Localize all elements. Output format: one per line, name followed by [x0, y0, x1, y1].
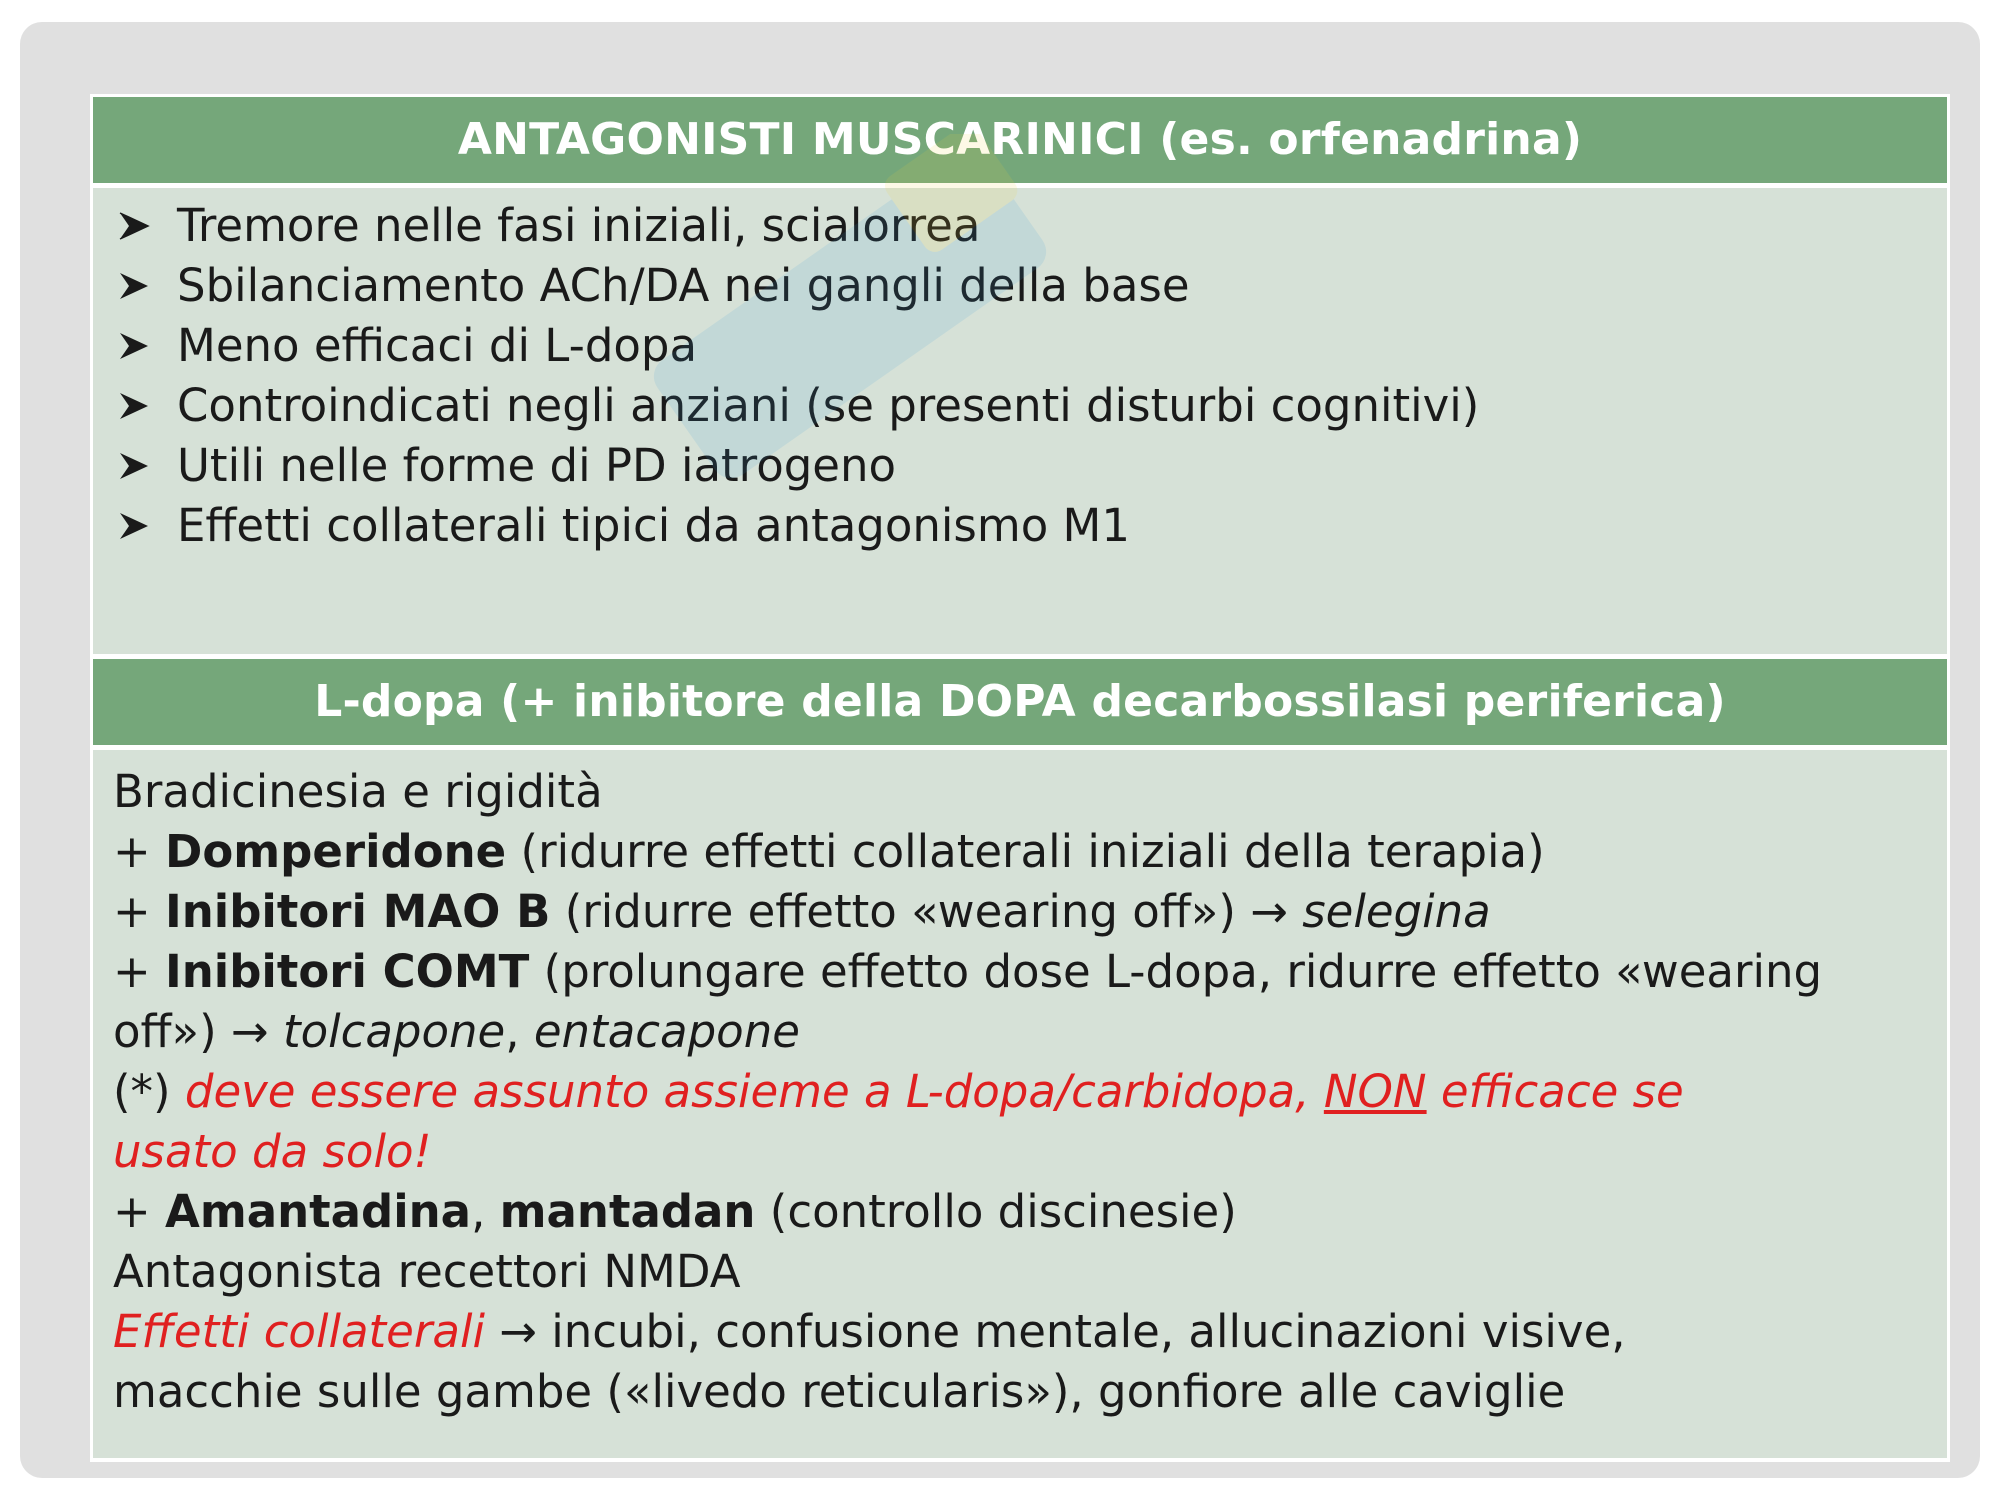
drug-name: Domperidone: [165, 825, 507, 878]
section2-header: L-dopa (+ inibitore della DOPA decarbossilasi periferica): [93, 659, 1947, 745]
note-line-cont: [113, 1122, 1933, 1182]
description: (ridurre effetto «wearing off») →: [550, 885, 1303, 938]
amantadina-line: [113, 1182, 1933, 1242]
warning-text: deve essere assunto assieme a L-dopa/carbidopa,: [184, 1065, 1324, 1118]
bullet-item: [117, 196, 1947, 256]
separator: ,: [471, 1185, 500, 1238]
drug-name: Amantadina: [165, 1185, 472, 1238]
section2-text: [93, 750, 1933, 1422]
domperidone-line: [113, 822, 1933, 882]
description: (prolungare effetto dose L-dopa, ridurre effetto «wearing: [529, 945, 1823, 998]
prefix: +: [113, 1185, 166, 1238]
warning-emphasis: NON: [1323, 1065, 1427, 1118]
arrowhead-bullet-icon: [117, 269, 151, 303]
comt-line: [113, 942, 1933, 1002]
note-line: [113, 1062, 1933, 1122]
drug-example: tolcapone: [282, 1005, 506, 1058]
arrowhead-bullet-icon: [117, 449, 151, 483]
drug-example: entacapone: [533, 1005, 800, 1058]
separator: ,: [505, 1005, 534, 1058]
effects-list: → incubi, confusione mentale, allucinazioni visive,: [484, 1305, 1626, 1358]
warning-text: usato da solo!: [113, 1125, 432, 1178]
effects-list-cont: macchie sulle gambe («livedo reticularis»), gonfiore alle caviglie: [113, 1365, 1566, 1418]
arrowhead-bullet-icon: [117, 209, 151, 243]
effects-label: Effetti collaterali: [113, 1305, 485, 1358]
bullet-item: [117, 436, 1947, 496]
arrowhead-bullet-icon: [117, 329, 151, 363]
bullet-text: Meno efficaci di L-dopa: [177, 319, 698, 372]
section1-header: ANTAGONISTI MUSCARINICI (es. orfenadrina): [93, 97, 1947, 183]
bullet-text: Effetti collaterali tipici da antagonismo M1: [177, 499, 1130, 552]
indication-line: Bradicinesia e rigidità: [113, 765, 603, 818]
arrowhead-bullet-icon: [117, 389, 151, 423]
bullet-item: [117, 256, 1947, 316]
nmda-line: Antagonista recettori NMDA: [113, 1245, 741, 1298]
prefix: +: [113, 885, 166, 938]
bullet-text: Sbilanciamento ACh/DA nei gangli della base: [177, 259, 1190, 312]
drug-class: Inibitori MAO B: [165, 885, 551, 938]
drug-name: mantadan: [499, 1185, 756, 1238]
prefix: +: [113, 945, 166, 998]
bullet-text: Utili nelle forme di PD iatrogeno: [177, 439, 897, 492]
description: (ridurre effetti collaterali iniziali della terapia): [506, 825, 1545, 878]
bullet-item: [117, 316, 1947, 376]
arrowhead-bullet-icon: [117, 509, 151, 543]
drug-class: Inibitori COMT: [165, 945, 530, 998]
content-table: [90, 94, 1950, 1462]
section2-body: [93, 750, 1947, 1458]
slide: [20, 22, 1980, 1478]
bullet-item: [117, 376, 1947, 436]
description-cont: off») →: [113, 1005, 283, 1058]
effects-line: [113, 1302, 1933, 1362]
section1-bullet-list: [93, 188, 1947, 556]
bullet-text: Controindicati negli anziani (se presenti disturbi cognitivi): [177, 379, 1480, 432]
bullet-item: [117, 496, 1947, 556]
section1-body: [93, 188, 1947, 654]
description: (controllo discinesie): [755, 1185, 1237, 1238]
maob-line: [113, 882, 1933, 942]
warning-text: efficace se: [1426, 1065, 1684, 1118]
effects-line-cont: [113, 1362, 1933, 1422]
bullet-text: Tremore nelle fasi iniziali, scialorrea: [177, 199, 981, 252]
drug-example: selegina: [1302, 885, 1491, 938]
prefix: +: [113, 825, 166, 878]
comt-line-cont: [113, 1002, 1933, 1062]
note-marker: (*): [113, 1065, 185, 1118]
